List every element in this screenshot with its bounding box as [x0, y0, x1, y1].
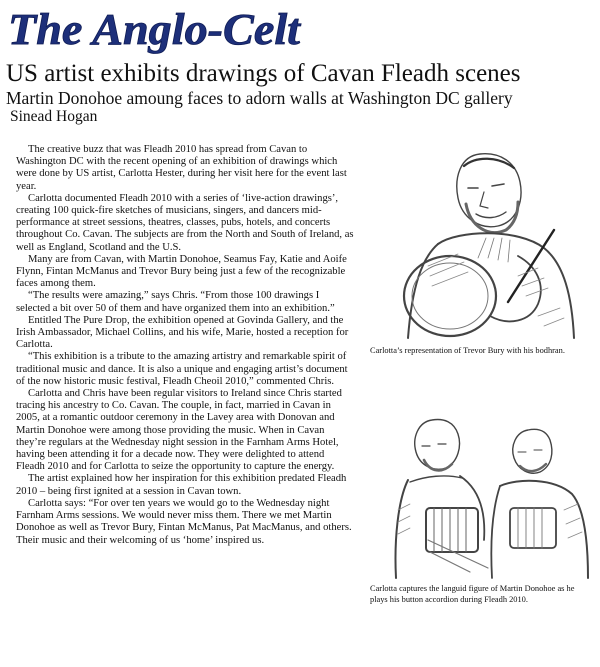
- article-paragraph: Carlotta says: “For over ten years we would go to the Wednesday night Farnham Arms sessions. We would never miss them. There we met Martin Donohoe as well as Trevor Bury, Fintan McManus, Pat MacManus, and others. Their music and their welcoming of us ‘home’ inspired us.: [16, 497, 352, 546]
- article-body: [16, 144, 354, 547]
- article-paragraph: Carlotta documented Fleadh 2010 with a series of ‘live-action drawings’, creating 100 quick-fire sketches of musicians, singers, and dancers mid-performance at street sessions, theatres, classes, pubs, hotels, and concerts throughout Co. Cavan. The subjects are from the North and South of Ireland, as well as England, Scotland and the U.S.: [16, 192, 354, 253]
- article-paragraph: “This exhibition is a tribute to the amazing artistry and remarkable spirit of traditional music and dance. It is also a unique and engaging artist’s document of the now historic music festival, Fleadh Cheoil 2010,” commented Chris.: [16, 351, 348, 387]
- article-paragraph: “The results were amazing,” says Chris. “From those 100 drawings I selected a bit over 50 of them and have organized them into an exhibition.”: [16, 290, 335, 314]
- article-headline: US artist exhibits drawings of Cavan Fleadh scenes: [6, 60, 521, 87]
- article-byline: Sinead Hogan: [10, 108, 98, 125]
- article-paragraph: The creative buzz that was Fleadh 2010 has spread from Cavan to Washington DC with the recent opening of an exhibition of drawings which were done by US artist, Carlotta Hester, during her visit here for the event last year.: [16, 144, 347, 192]
- article-paragraph: Carlotta and Chris have been regular visitors to Ireland since Chris started tracing his ancestry to Co. Cavan. The couple, in fact, married in Cavan in 2005, at a romantic outdoor ceremony in the Lavey area with Donovan and Martin Donohoe were among those providing the music. When in Cavan they’re regulars at the Wednesday night session in the Farnham Arms Hotel, having been attending it for a decade now. They were delighted to attend Fleadh 2010 and for Carlotta to seize the opportunity to capture the energy.: [16, 388, 342, 473]
- pencil-sketch-bodhran-player: [368, 126, 594, 342]
- figure-caption: Carlotta captures the languid figure of Martin Donohoe as he plays his button accordion during Fleadh 2010.: [370, 584, 575, 604]
- pencil-sketch-accordion-players: [368, 390, 594, 580]
- figure-trevor-bury: [368, 126, 594, 357]
- article-paragraph: The artist explained how her inspiration for this exhibition predated Fleadh 2010 – being first ignited at a session in Cavan town.: [16, 473, 347, 497]
- figure-martin-donohoe: [368, 390, 594, 606]
- figure-caption: Carlotta’s representation of Trevor Bury with his bodhran.: [370, 346, 565, 355]
- masthead-logo: [6, 2, 306, 54]
- article-subheadline: Martin Donohoe amoung faces to adorn walls at Washington DC gallery: [6, 88, 513, 108]
- article-paragraph: Entitled The Pure Drop, the exhibition opened at Govinda Gallery, and the Irish Ambassador, Michael Collins, and his wife, Marie, hosted a reception for Carlotta.: [16, 314, 349, 351]
- article-paragraph: Many are from Cavan, with Martin Donohoe, Seamus Fay, Katie and Aoife Flynn, Fintan McManus and Trevor Bury being just a few of the recognizable faces among them.: [16, 253, 347, 290]
- masthead-title: The Anglo-Celt: [8, 5, 302, 54]
